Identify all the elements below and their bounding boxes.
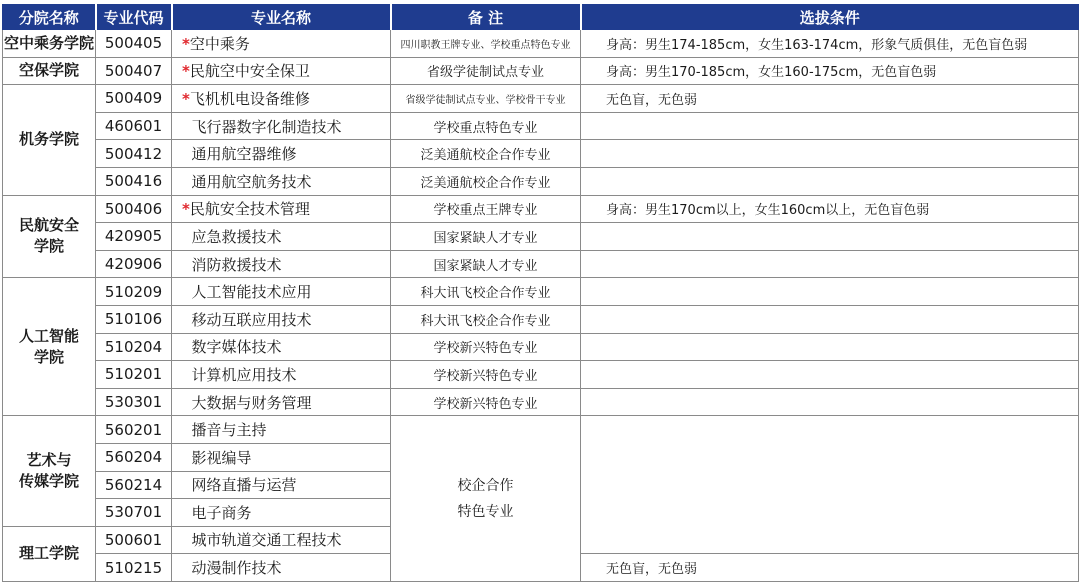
major-note: 科大讯飞校企合作专业	[391, 305, 581, 333]
selection-condition: 身高：男生174-185cm，女生163-174cm，形象气质俱佳，无色盲色弱	[581, 30, 1079, 58]
major-name-text: 应急救援技术	[191, 227, 282, 246]
header-code: 专业代码	[96, 5, 172, 30]
major-name-text: 消防救援技术	[191, 255, 282, 274]
college-name: 空保学院	[18, 61, 79, 80]
selection-condition: 身高：男生170cm以上，女生160cm以上，无色盲色弱	[581, 195, 1079, 223]
selection-condition: 无色盲，无色弱	[581, 85, 1079, 113]
major-name-text: 飞行器数字化制造技术	[191, 117, 342, 136]
college-name: 机务学院	[18, 130, 79, 149]
major-note: 省级学徒制试点专业、学校骨干专业	[391, 85, 581, 113]
major-name	[172, 333, 391, 361]
selection-condition	[581, 278, 1079, 306]
selection-condition	[581, 333, 1079, 361]
major-code: 560201	[96, 416, 172, 444]
header-row	[3, 5, 1079, 30]
selection-condition	[581, 250, 1079, 278]
college-cell	[3, 85, 96, 195]
major-name	[172, 416, 391, 444]
major-name	[172, 57, 391, 85]
major-note: 省级学徒制试点专业	[391, 57, 581, 85]
table-row	[3, 278, 1079, 306]
college-name-line1: 人工智能	[18, 326, 79, 345]
header-note: 备 注	[391, 5, 581, 30]
college-name: 理工学院	[18, 544, 79, 563]
major-name	[172, 223, 391, 251]
major-name-text: 民航安全技术管理	[189, 200, 310, 219]
selection-condition	[581, 167, 1079, 195]
college-name: 空中乘务学院	[3, 33, 94, 52]
major-code: 500601	[96, 526, 172, 554]
major-note: 泛美通航校企合作专业	[391, 140, 581, 168]
college-name-line1: 民航安全	[18, 216, 79, 235]
selection-condition: 无色盲，无色弱	[581, 554, 1079, 582]
major-code: 500409	[96, 85, 172, 113]
table-row	[3, 388, 1079, 416]
major-name	[172, 443, 391, 471]
selection-condition	[581, 223, 1079, 251]
header-name: 专业名称	[172, 5, 391, 30]
major-code: 560204	[96, 443, 172, 471]
major-code: 420905	[96, 223, 172, 251]
major-name-text: 通用航空器维修	[191, 145, 297, 164]
major-note: 学校重点王牌专业	[391, 195, 581, 223]
major-name-text: 动漫制作技术	[191, 559, 282, 578]
table-row	[3, 333, 1079, 361]
table-row	[3, 250, 1079, 278]
college-name-line2: 学院	[33, 347, 64, 366]
major-name-text: 飞机机电设备维修	[189, 89, 310, 108]
major-code: 510209	[96, 278, 172, 306]
major-code: 510201	[96, 361, 172, 389]
majors-table	[2, 4, 1079, 582]
major-name-text: 播音与主持	[191, 421, 267, 440]
table-row	[3, 30, 1079, 58]
major-code: 420906	[96, 250, 172, 278]
major-name	[172, 388, 391, 416]
table-row	[3, 223, 1079, 251]
table-row	[3, 361, 1079, 389]
major-name	[172, 250, 391, 278]
major-code: 500407	[96, 57, 172, 85]
table-row	[3, 305, 1079, 333]
major-name-text: 空中乘务	[189, 34, 250, 53]
major-name-text: 影视编导	[191, 448, 252, 467]
major-code: 530301	[96, 388, 172, 416]
major-note: 科大讯飞校企合作专业	[391, 278, 581, 306]
major-name-text: 城市轨道交通工程技术	[191, 531, 342, 550]
major-note: 学校重点特色专业	[391, 112, 581, 140]
table-row	[3, 85, 1079, 113]
merged-note	[391, 416, 581, 582]
major-name	[172, 554, 391, 582]
selection-condition: 身高：男生170-185cm，女生160-175cm，无色盲色弱	[581, 57, 1079, 85]
table-row	[3, 112, 1079, 140]
college-cell	[3, 416, 96, 526]
table-row	[3, 167, 1079, 195]
college-cell	[3, 526, 96, 581]
major-name	[172, 471, 391, 499]
major-note: 国家紧缺人才专业	[391, 223, 581, 251]
selection-condition	[581, 305, 1079, 333]
selection-condition	[581, 416, 1079, 554]
header-condition: 选拔条件	[581, 5, 1079, 30]
major-name	[172, 195, 391, 223]
major-code: 510204	[96, 333, 172, 361]
college-name-line1: 艺术与	[26, 451, 72, 469]
table-row	[3, 416, 1079, 444]
college-name-line2: 传媒学院	[18, 472, 79, 490]
major-code: 510215	[96, 554, 172, 582]
major-code: 460601	[96, 112, 172, 140]
major-name-text: 数字媒体技术	[191, 338, 282, 357]
major-name-text: 大数据与财务管理	[191, 393, 312, 412]
major-note: 四川职教王牌专业、学校重点特色专业	[391, 30, 581, 58]
major-code: 560214	[96, 471, 172, 499]
college-cell	[3, 195, 96, 278]
header-college: 分院名称	[3, 5, 96, 30]
major-name	[172, 278, 391, 306]
star-mark: *	[182, 89, 190, 108]
major-note: 泛美通航校企合作专业	[391, 167, 581, 195]
merged-note-line1: 校企合作	[457, 477, 514, 494]
major-name	[172, 30, 391, 58]
merged-note-line2: 特色专业	[457, 503, 514, 520]
major-note: 学校新兴特色专业	[391, 388, 581, 416]
major-note: 国家紧缺人才专业	[391, 250, 581, 278]
major-name	[172, 167, 391, 195]
major-name	[172, 499, 391, 527]
major-name-text: 电子商务	[191, 503, 252, 522]
major-code: 500412	[96, 140, 172, 168]
major-name-text: 人工智能技术应用	[191, 283, 312, 302]
major-code: 530701	[96, 499, 172, 527]
selection-condition	[581, 112, 1079, 140]
major-name-text: 计算机应用技术	[191, 365, 297, 384]
major-name	[172, 305, 391, 333]
major-name	[172, 140, 391, 168]
college-name-line2: 学院	[33, 237, 64, 256]
major-code: 510106	[96, 305, 172, 333]
college-cell	[3, 278, 96, 416]
selection-condition	[581, 388, 1079, 416]
star-mark: *	[182, 200, 190, 219]
major-note: 学校新兴特色专业	[391, 361, 581, 389]
table-row	[3, 57, 1079, 85]
major-code: 500416	[96, 167, 172, 195]
major-name-text: 网络直播与运营	[191, 476, 297, 495]
selection-condition	[581, 140, 1079, 168]
major-name	[172, 85, 391, 113]
selection-condition	[581, 361, 1079, 389]
major-name-text: 移动互联应用技术	[191, 310, 312, 329]
college-cell	[3, 30, 96, 58]
table-row	[3, 195, 1079, 223]
major-name	[172, 112, 391, 140]
major-name	[172, 526, 391, 554]
star-mark: *	[182, 34, 190, 53]
star-mark: *	[182, 62, 190, 81]
table-row	[3, 140, 1079, 168]
major-note: 学校新兴特色专业	[391, 333, 581, 361]
major-code: 500405	[96, 30, 172, 58]
major-name-text: 通用航空航务技术	[191, 172, 312, 191]
major-name	[172, 361, 391, 389]
college-cell	[3, 57, 96, 85]
major-name-text: 民航空中安全保卫	[189, 62, 310, 81]
major-code: 500406	[96, 195, 172, 223]
